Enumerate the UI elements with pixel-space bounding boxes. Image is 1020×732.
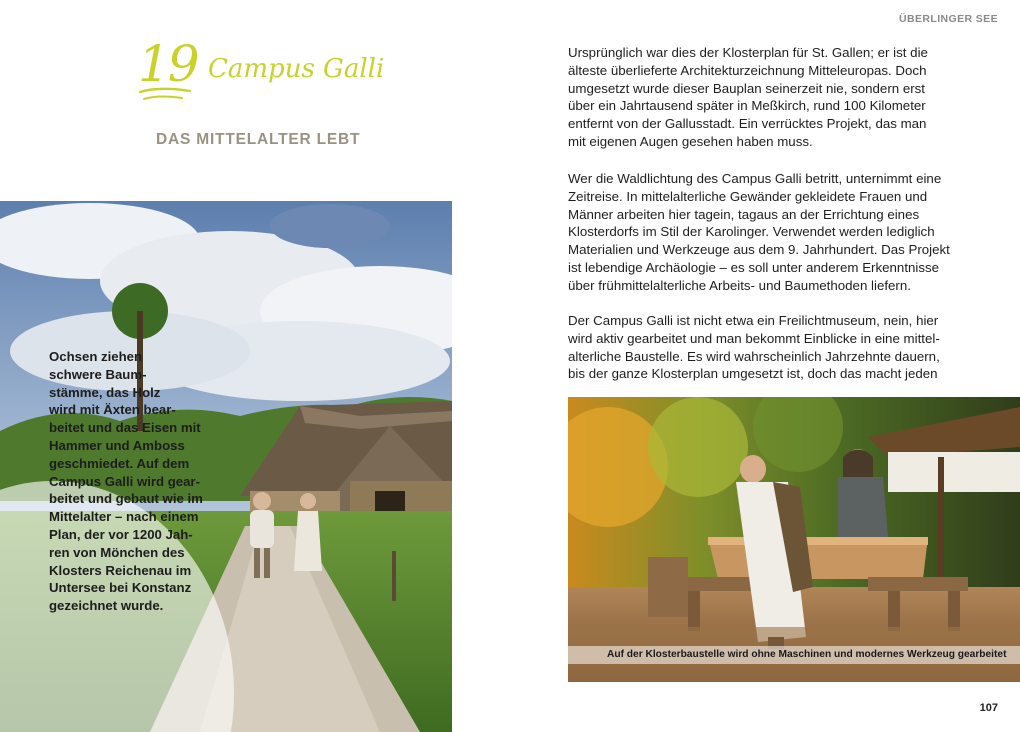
- chapter-title: Campus Galli: [208, 54, 385, 84]
- body-paragraph-1: Ursprünglich war dies der Klosterplan für St. Gallen; er ist die älteste überlieferte Architekturzeichnung Mitteleuropas. Doch umgesetzt wurde dieser Bauplan seinerzeit nie, sondern erst über ein Jahrtausend später in Meßkirch, rund 100 Kilometer entfernt von der Gallusstadt. Ein verrücktes Projekt, das man mit eigenen Augen gesehen haben muss.: [568, 45, 928, 149]
- chapter-subtitle: DAS MITTELALTER LEBT: [156, 131, 361, 148]
- body-paragraph-2: Wer die Waldlichtung des Campus Galli betritt, unternimmt eine Zeitreise. In mittelalterliche Gewänder gekleidete Frauen und Männer arbeiten hier tagein, tagaus an der Errichtung eines Klosterdorfs im Stil der Karolinger. Verwendet werden lediglich Materialien und Werkzeuge aus dem 9. Jahrhundert. Das Projekt ist lebendige Archäologie – es soll unter anderem Erkenntnisse über frühmittelalterliche Arbeits- und Baumethoden liefern.: [568, 171, 950, 293]
- body-paragraph-3: Der Campus Galli ist nicht etwa ein Freilichtmuseum, nein, hier wird aktiv gearbeitet und man bekommt Einblicke in eine mittel- alterliche Baustelle. Es wird wahrscheinlich Jahrzehnte dauern, bis der ganze Klosterplan umgesetzt ist, doch das macht jeden: [568, 313, 940, 382]
- right-photo-caption: Auf der Klosterbaustelle wird ohne Maschinen und modernes Werkzeug gearbeitet: [568, 646, 1020, 664]
- chapter-number: 19: [138, 35, 198, 93]
- chapter-number-swash-icon: [138, 86, 194, 104]
- running-head: ÜBERLINGER SEE: [899, 13, 998, 25]
- left-photo-caption: Ochsen ziehen schwere Baum- stämme, das Holz wird mit Äxten bear- beitet und das Eisen mit Hammer und Amboss geschmiedet. Auf dem Campus Galli wird gear- beitet und gebaut wie im Mittelalter – nach einem Plan, der vor 1200 Jah- ren von Mönchen des Klosters Reichenau im Untersee bei Konstanz gezeichnet wurde.: [49, 349, 203, 614]
- woodworking-image: [568, 397, 1020, 682]
- woodworking-photo: [568, 397, 1020, 682]
- page-number: 107: [979, 702, 998, 714]
